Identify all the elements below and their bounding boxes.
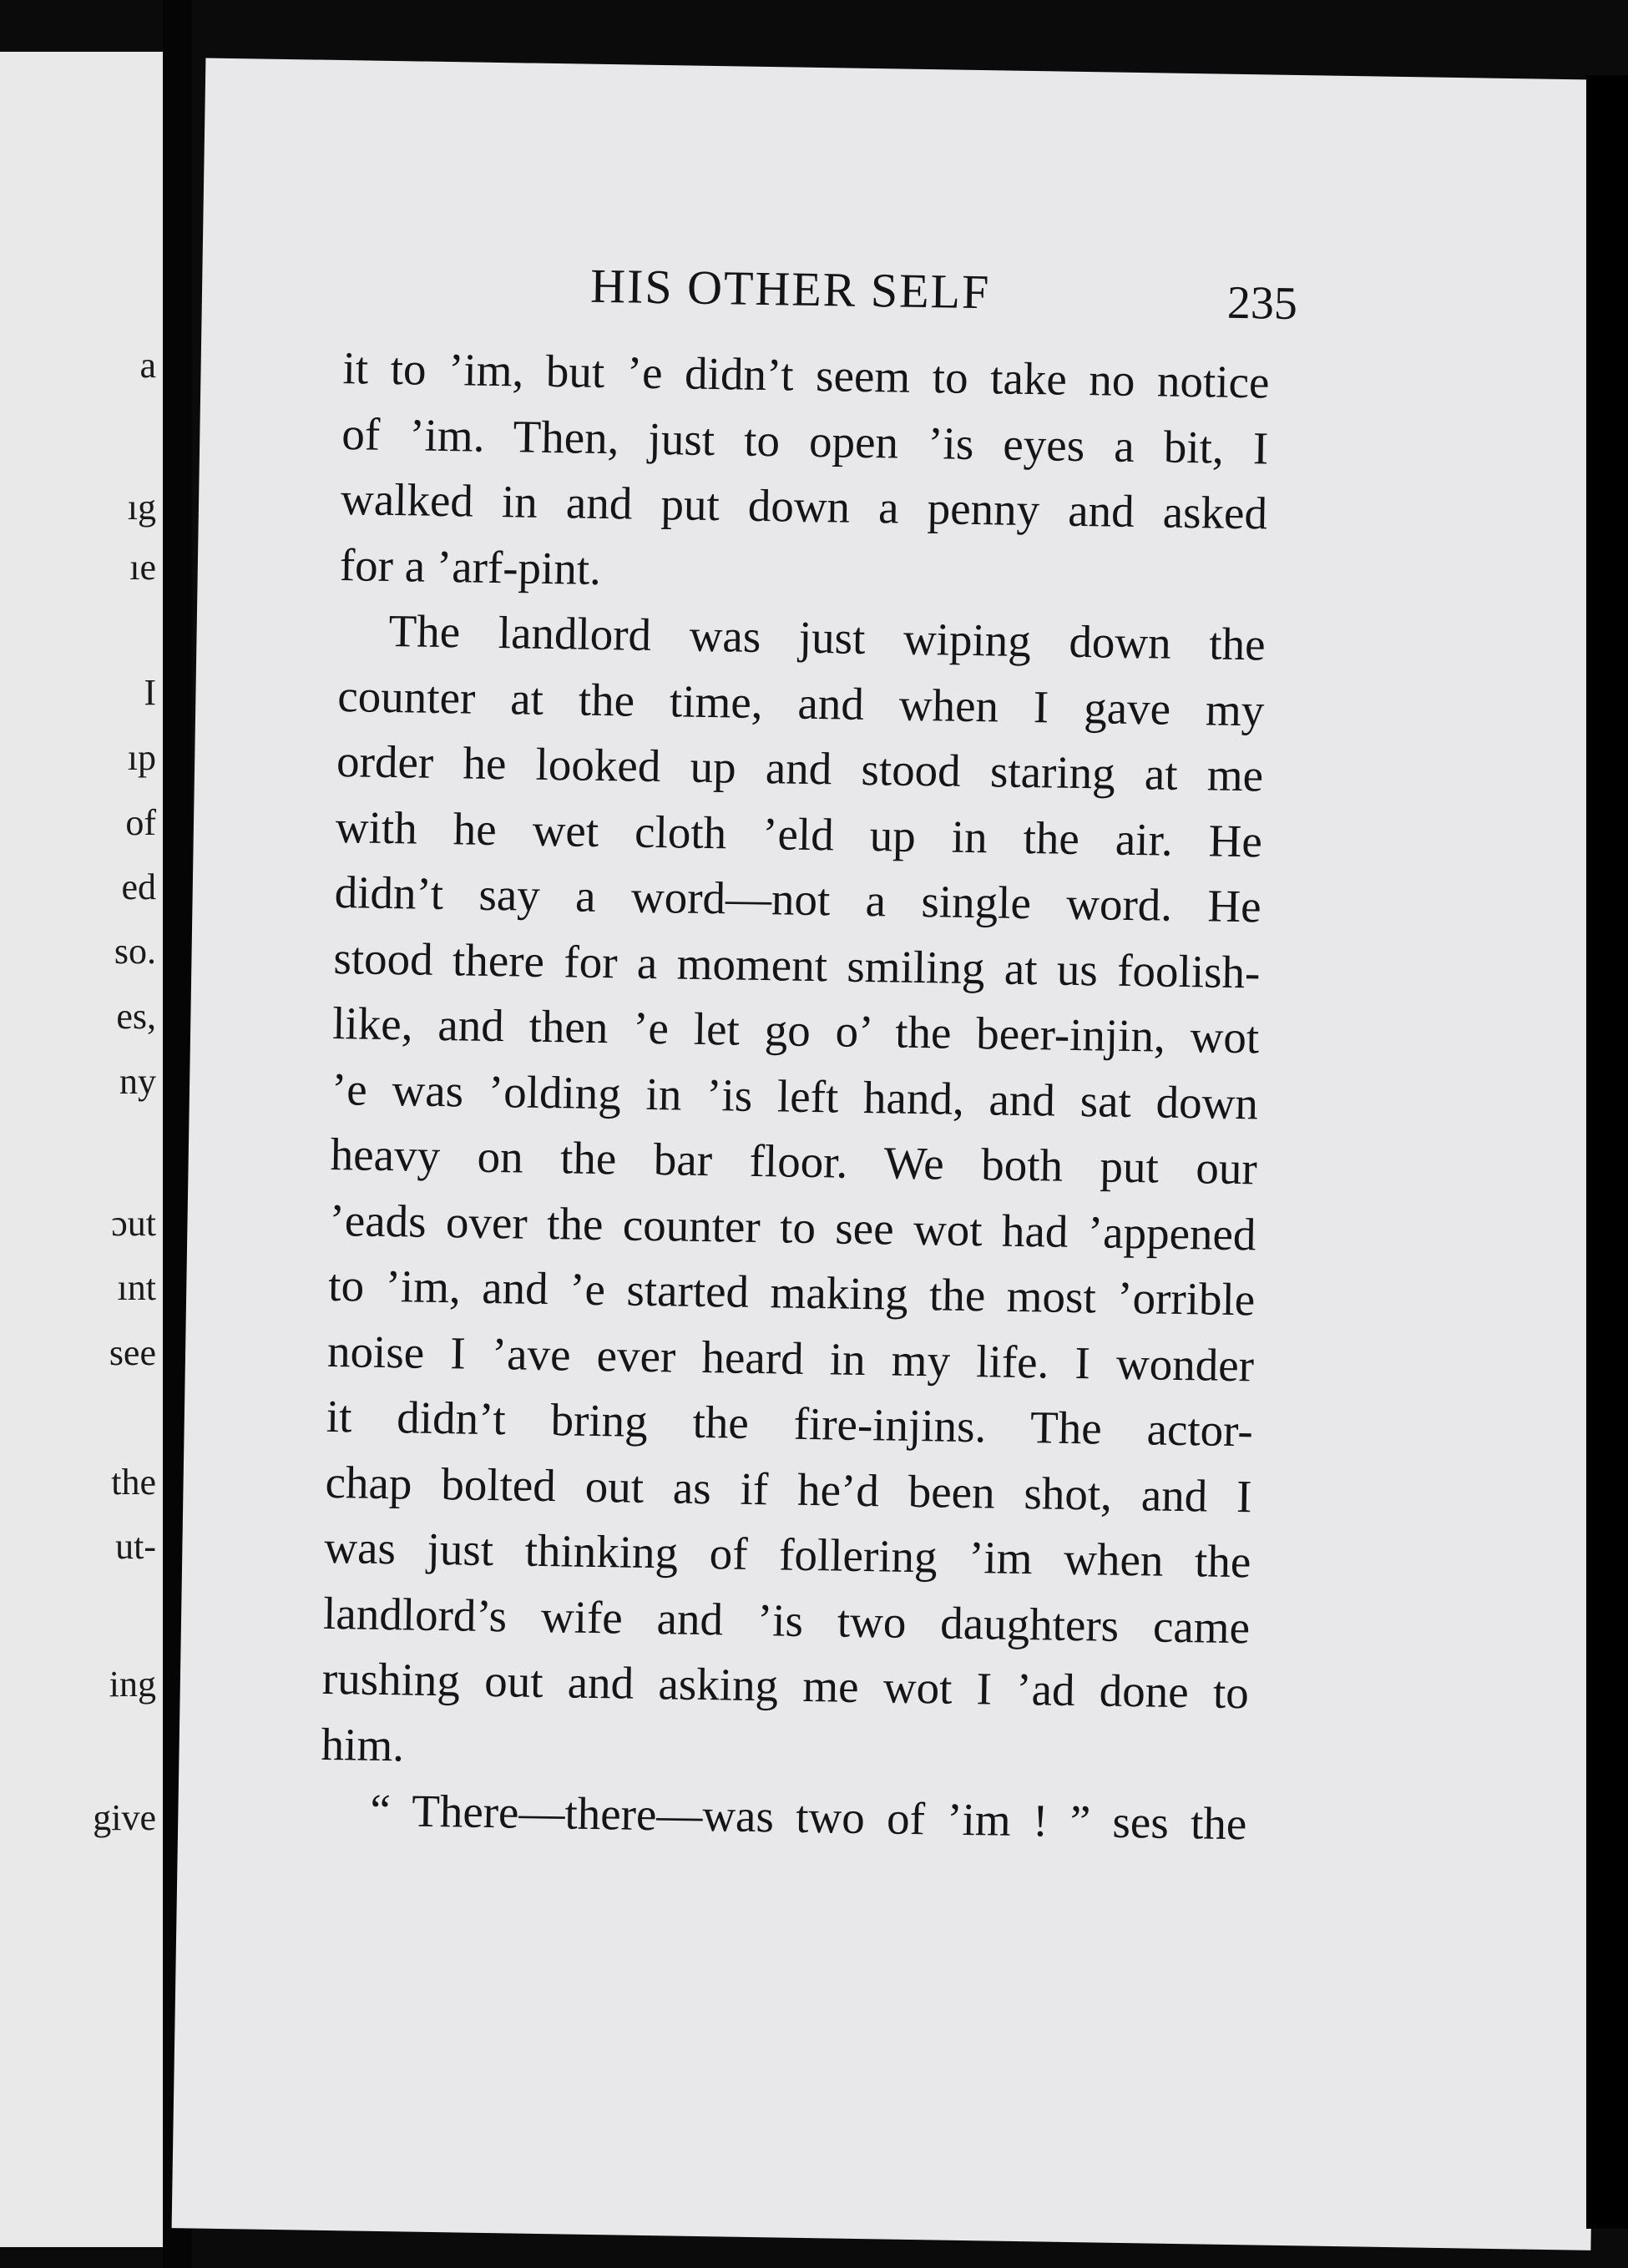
left-page-fragment: the [111, 1462, 156, 1503]
left-page-fragment: ıg [127, 487, 156, 528]
page-number: 235 [1226, 276, 1298, 331]
text-line: like, and then ’e let go o’ the beer-injin, wot [331, 997, 1260, 1063]
text-line: it didn’t bring the fire-injins. The actor- [326, 1390, 1254, 1457]
page-header [202, 251, 1622, 341]
left-page-fragment: ınt [117, 1267, 156, 1308]
text-line: to ’im, and ’e started making the most ’orrible [327, 1259, 1256, 1326]
left-page-fragment: I [144, 672, 156, 713]
text-line: order he looked up and stood staring at me [336, 735, 1264, 801]
text-line: rushing out and asking me wot I ’ad done to [321, 1652, 1250, 1719]
left-page-fragment: ing [109, 1664, 156, 1705]
text-line: him. [321, 1718, 405, 1770]
left-page-fragment: ıe [129, 547, 156, 588]
text-line: stood there for a moment smiling at us foolish- [333, 932, 1261, 998]
text-line: walked in and put down a penny and asked [340, 473, 1268, 539]
running-title: HIS OTHER SELF [589, 258, 991, 320]
left-page-edge [0, 52, 163, 2247]
text-line: The landlord was just wiping down the [388, 604, 1267, 670]
book-page [172, 58, 1625, 2250]
text-line: ’e was ’olding in ’is left hand, and sat down [331, 1063, 1259, 1129]
text-line: “ There—there—was two of ’im ! ” ses the [369, 1784, 1247, 1850]
text-line: of ’im. Then, just to open ’is eyes a bit, I [341, 407, 1269, 473]
left-page-fragment: a [139, 345, 156, 386]
text-line: for a ’arf-pint. [339, 538, 602, 594]
left-page-fragment: of [125, 802, 156, 843]
left-page-fragment: give [93, 1797, 156, 1838]
text-line: counter at the time, and when I gave my [336, 669, 1265, 735]
text-line: heavy on the bar floor. We both put our [330, 1128, 1258, 1195]
left-page-fragment: ny [119, 1061, 156, 1102]
text-line: didn’t say a word—not a single word. He [334, 866, 1262, 932]
left-page-fragment: es, [116, 996, 156, 1037]
left-page-fragment: ɔut [111, 1203, 156, 1244]
left-page-fragment: see [109, 1332, 156, 1373]
text-line: ’eads over the counter to see wot had ’appened [329, 1194, 1256, 1260]
text-line: was just thinking of follering ’im when the [323, 1521, 1251, 1588]
text-line: noise I ’ave ever heard in my life. I wonder [326, 1325, 1255, 1391]
text-line: landlord’s wife and ’is two daughters came [322, 1587, 1251, 1653]
text-line: chap bolted out as if he’d been shot, and I [325, 1456, 1252, 1522]
page-edge-shadow [1586, 75, 1628, 2229]
left-page-fragment: ıp [127, 737, 156, 778]
left-page-fragment: ed [121, 866, 156, 907]
text-line: with he wet cloth ’eld up in the air. He [335, 801, 1263, 866]
left-page-fragment: so. [114, 931, 156, 972]
left-page-fragment: ut- [115, 1526, 156, 1567]
text-line: it to ’im, but ’e didn’t seem to take no notice [342, 342, 1270, 408]
body-text [320, 336, 1270, 1857]
